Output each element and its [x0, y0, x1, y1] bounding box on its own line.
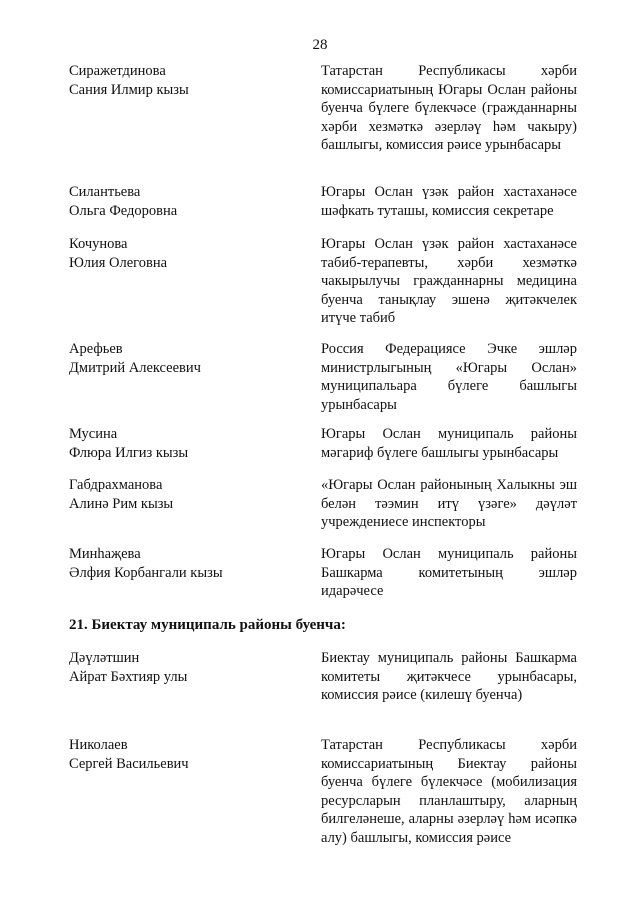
person-name: [69, 545, 299, 582]
person-name: [69, 62, 299, 99]
section-heading: 21. Биектау муниципаль районы буенча:: [69, 617, 346, 633]
person-surname: Кочунова: [69, 236, 128, 252]
person-surname: Силантьева: [69, 184, 141, 200]
person-role: Югары Ослан муниципаль районы мәгариф бүлеге башлыгы урынбасары: [321, 426, 577, 461]
person-surname: Сиражетдинова: [69, 63, 166, 79]
person-name: [69, 736, 299, 773]
person-given-name: Ольга Федоровна: [69, 202, 178, 219]
person-role: Югары Ослан муниципаль районы Башкарма комитетының эшләр идарәчесе: [321, 546, 577, 599]
person-role: Югары Ослан үзәк район хастаханәсе табиб-терапевты, хәрби хезмәткә чакырылучы гражданнарны медицина буенча танықлау эшенә җитәкчелек итүче табиб: [321, 236, 577, 326]
page-number: 28: [312, 37, 328, 53]
person-name: [69, 183, 299, 220]
person-role: Татарстан Республикасы хәрби комиссариатының Биектау районы буенча бүлеге бүлекчәсе (мобилизация ресурсларын планлаштыру, аларның билгеләнеше, аларны әзерләү һәм исәпкә алу) башлыгы, комиссия рәисе: [321, 737, 577, 846]
person-surname: Дәүләтшин: [69, 650, 140, 666]
person-surname: Николаев: [69, 737, 128, 753]
person-role: «Югары Ослан районының Халыкны эш белән тәэмин итү үзәге» дәүләт учреждениесе инспекторы: [321, 477, 577, 530]
person-name: [69, 476, 299, 513]
person-given-name: Алинә Рим кызы: [69, 495, 174, 512]
person-role: Россия Федерациясе Эчке эшләр министрлыгының «Югары Ослан» муниципальара бүлеге башлыгы урынбасары: [321, 341, 577, 413]
person-surname: Минһаҗева: [69, 546, 141, 562]
person-given-name: Юлия Олеговна: [69, 254, 168, 271]
person-role: Татарстан Республикасы хәрби комиссариатының Югары Ослан районы буенча бүлеге бүлекчәсе (гражданнарны хәрби хезмәткә әзерләү һәм чакыру) башлыгы, комиссия рәисе урынбасары: [321, 63, 577, 153]
person-name: [69, 425, 299, 462]
person-surname: Арефьев: [69, 341, 123, 357]
person-name: [69, 235, 299, 272]
person-surname: Габдрахманова: [69, 477, 163, 493]
person-given-name: Әлфия Корбангали кызы: [69, 564, 223, 581]
person-given-name: Сания Илмир кызы: [69, 81, 189, 98]
person-given-name: Айрат Бәхтияр улы: [69, 668, 188, 685]
person-name: [69, 340, 299, 377]
person-name: [69, 649, 299, 686]
person-role: Биектау муниципаль районы Башкарма комитеты җитәкчесе урынбасары, комиссия рәисе (килешү буенча): [321, 650, 577, 703]
person-given-name: Флюра Илгиз кызы: [69, 444, 189, 461]
person-given-name: Дмитрий Алексеевич: [69, 359, 201, 376]
person-role: Югары Ослан үзәк район хастаханәсе шәфкать туташы, комиссия секретаре: [321, 184, 577, 219]
person-surname: Мусина: [69, 426, 118, 442]
person-given-name: Сергей Васильевич: [69, 755, 189, 772]
